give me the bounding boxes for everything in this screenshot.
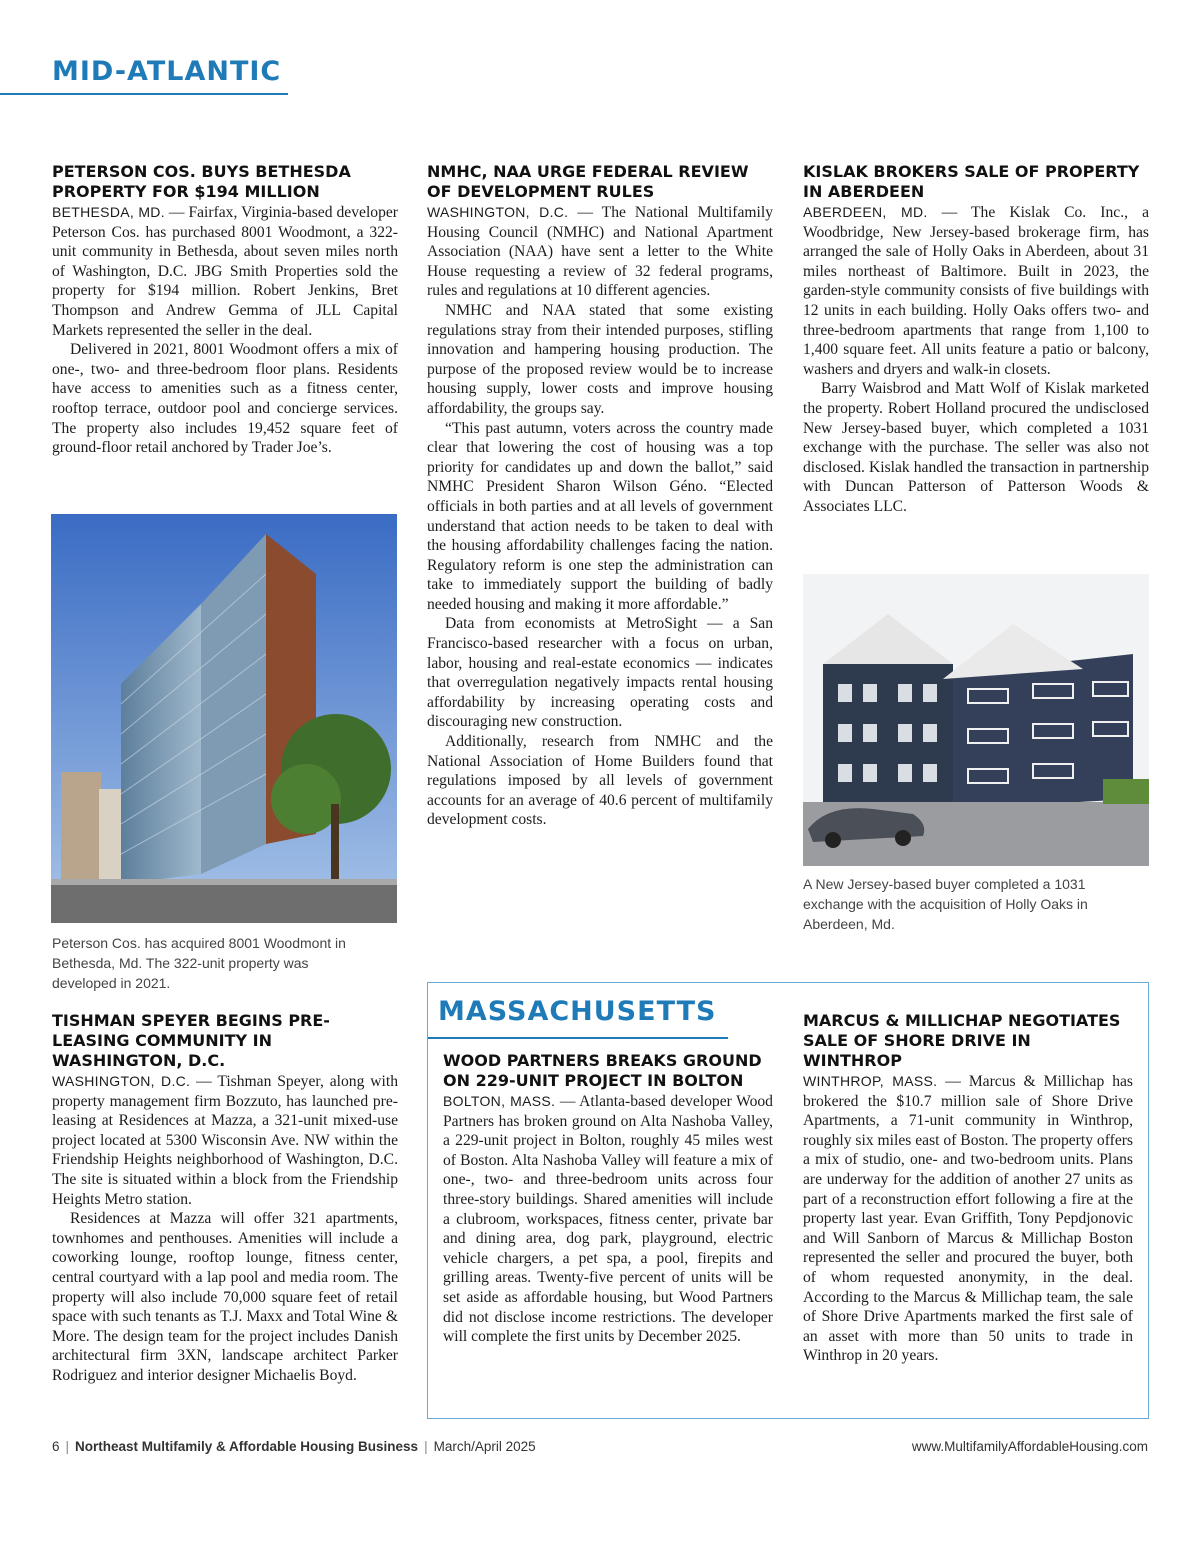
article-body bbox=[803, 1072, 1133, 1366]
massachusetts-rule bbox=[428, 1037, 728, 1039]
photo-caption: A New Jersey-based buyer completed a 1031 exchange with the acquisition of Holly Oaks in Aberdeen, Md. bbox=[803, 876, 1088, 932]
photo-holly-oaks bbox=[803, 574, 1149, 866]
publication-url[interactable]: www.MultifamilyAffordableHousing.com bbox=[911, 1439, 1148, 1454]
page-footer: 6 | Northeast Multifamily & Affordable Housing Business | March/April 2025 www.MultifamilyAffordableHousing.com bbox=[52, 1439, 1148, 1454]
article-body bbox=[52, 1072, 398, 1386]
section-rule bbox=[0, 93, 288, 95]
publication-name: Northeast Multifamily & Affordable Housing Business bbox=[75, 1439, 419, 1454]
paragraph: — Atlanta-based developer Wood Partners has broken ground on Alta Nashoba Valley, a 229-unit project in Bolton, roughly 45 miles west of Boston. Alta Nashoba Valley will feature a mix of one-, two- and three-bedroom units across four three-story buildings. Shared amenities will include a clubroom, workspaces, fitness center, private bar and dining area, dog park, playground, electric vehicle chargers, a pet spa, a pool, firepits and grilling areas. Twenty-five percent of units will be set aside as affordable housing, but Wood Partners did not disclose income restrictions. The developer will complete the first units by December 2025. bbox=[443, 1093, 773, 1346]
article-headline: TISHMAN SPEYER BEGINS PRE-LEASING COMMUNITY IN WASHINGTON, D.C. bbox=[52, 1011, 330, 1070]
dateline: BOLTON, MASS. bbox=[443, 1093, 556, 1109]
article-body bbox=[52, 203, 398, 458]
page-number: 6 bbox=[52, 1439, 60, 1454]
paragraph: Residences at Mazza will offer 321 apartments, townhomes and penthouses. Amenities will include a coworking lounge, rooftop lounge, fitness center, central courtyard with a lap pool and media room. The property will also include 70,000 square feet of retail space with such tenants as T.J. Maxx and Total Wine & More. The design team for the project includes Danish architectural firm 3XN, landscape architect Parker Rodriguez and interior designer Michaelis Boyd. bbox=[52, 1210, 398, 1384]
article-headline: KISLAK BROKERS SALE OF PROPERTY IN ABERDEEN bbox=[803, 162, 1140, 201]
massachusetts-section-title: MASSACHUSETTS bbox=[438, 996, 717, 1027]
article-headline: MARCUS & MILLICHAP NEGOTIATES SALE OF SHORE DRIVE IN WINTHROP bbox=[803, 1011, 1121, 1070]
article-headline: PETERSON COS. BUYS BETHESDA PROPERTY FOR $194 MILLION bbox=[52, 162, 351, 201]
article-headline: WOOD PARTNERS BREAKS GROUND ON 229-UNIT PROJECT IN BOLTON bbox=[443, 1051, 762, 1090]
paragraph: — The Kislak Co. Inc., a Woodbridge, New Jersey-based brokerage firm, has arranged the sale of Holly Oaks in Aberdeen, about 31 miles northeast of Baltimore. Built in 2023, the garden-style community consists of five buildings with 12 units in each building. Holly Oaks offers two- and three-bedroom apartments that range from 1,100 to 1,400 square feet. All units feature a patio or balcony, washers and dryers and walk-in closets. bbox=[803, 204, 1149, 378]
article-nmhc bbox=[427, 162, 773, 830]
article-wood-partners bbox=[443, 1051, 773, 1347]
article-marcus-millichap bbox=[803, 1011, 1133, 1366]
article-headline: NMHC, NAA URGE FEDERAL REVIEW OF DEVELOPMENT RULES bbox=[427, 162, 749, 201]
article-body bbox=[803, 203, 1149, 517]
photo-caption: Peterson Cos. has acquired 8001 Woodmont in Bethesda, Md. The 322-unit property was developed in 2021. bbox=[52, 935, 346, 991]
paragraph: Barry Waisbrod and Matt Wolf of Kislak marketed the property. Robert Holland procured the undisclosed New Jersey-based buyer, which completed a 1031 exchange with the purchase. The seller was also not disclosed. Kislak handled the transaction in partnership with Duncan Patterson of Patterson Woods & Associates LLC. bbox=[803, 380, 1149, 515]
dateline: BETHESDA, MD. bbox=[52, 204, 165, 220]
paragraph: — Marcus & Millichap has brokered the $10.7 million sale of Shore Drive Apartments, a 71-unit community in Winthrop, roughly six miles east of Boston. The property offers a mix of studio, one- and two-bedroom units. Plans are underway for the addition of another 27 units as part of a reconstruction effort following a fire at the property last year. Evan Griffith, Tony Pepdjonovic and Will Sanborn of Marcus & Millichap Boston represented the seller and procured the buyer, both of whom requested anonymity, in the deal. According to the Marcus & Millichap team, the sale of Shore Drive Apartments marked the first sale of an asset with more than 50 units to trade in Winthrop in 20 years. bbox=[803, 1073, 1133, 1365]
article-peterson bbox=[52, 162, 398, 458]
paragraph: NMHC and NAA stated that some existing regulations stray from their intended purposes, stifling innovation and hampering housing production. The purpose of the proposed review would be to increase housing supply, lower costs and improve housing affordability, the groups say. bbox=[427, 301, 773, 417]
issue-date: March/April 2025 bbox=[433, 1439, 536, 1454]
paragraph: — The National Multifamily Housing Council (NMHC) and National Apartment Association (NAA) have sent a letter to the White House requesting a review of 32 federal programs, rules and regulations at 10 different agencies. bbox=[427, 204, 773, 300]
paragraph: — Tishman Speyer, along with property management firm Bozzuto, has launched pre-leasing at Residences at Mazza, a 321-unit mixed-use project located at 5300 Wisconsin Ave. NW within the Friendship Heights neighborhood of Washington, D.C. The site is situated within a block from the Friendship Heights Metro station. bbox=[52, 1073, 398, 1208]
paragraph: Delivered in 2021, 8001 Woodmont offers a mix of one-, two- and three-bedroom floor plans. Residents have access to amenities such as a fitness center, rooftop terrace, outdoor pool and concierge services. The property also includes 19,452 square feet of ground-floor retail anchored by Trader Joe’s. bbox=[52, 341, 398, 457]
dateline: ABERDEEN, MD. bbox=[803, 204, 928, 220]
section-title: MID-ATLANTIC bbox=[52, 56, 282, 87]
article-body bbox=[443, 1092, 773, 1347]
paragraph: Data from economists at MetroSight — a San Francisco-based researcher with a focus on urban, labor, housing and real-estate economics — indicates that overregulation negatively impacts rental housing affordability by increasing operating costs and discouraging new construction. bbox=[427, 615, 773, 731]
dateline: WASHINGTON, D.C. bbox=[427, 204, 569, 220]
dateline: WINTHROP, MASS. bbox=[803, 1073, 938, 1089]
dateline: WASHINGTON, D.C. bbox=[52, 1073, 191, 1089]
article-kislak bbox=[803, 162, 1149, 517]
paragraph: — Fairfax, Virginia-based developer Peterson Cos. has purchased 8001 Woodmont, a 322-unit community in Bethesda, about seven miles north of Washington, D.C. JBG Smith Properties sold the property for $194 million. Robert Jenkins, Bret Thompson and Andrew Gemma of JLL Capital Markets represented the seller in the deal. bbox=[52, 204, 398, 339]
paragraph: “This past autumn, voters across the country made clear that lowering the cost of housing was a top priority for candidates up and down the ballot,” said NMHC President Sharon Wilson Géno. “Elected officials in both parties and at all levels of government understand that action needs to be taken to deal with the housing affordability challenges facing the nation. Regulatory reform is one step the administration can take to immediately support the building of badly needed housing and making it more affordable.” bbox=[427, 419, 773, 613]
paragraph: Additionally, research from NMHC and the National Association of Home Builders found that regulations imposed by all levels of government accounts for an average of 40.6 percent of multifamily development costs. bbox=[427, 733, 773, 829]
photo-8001-woodmont bbox=[51, 514, 397, 923]
article-tishman bbox=[52, 1011, 398, 1386]
article-body bbox=[427, 203, 773, 830]
